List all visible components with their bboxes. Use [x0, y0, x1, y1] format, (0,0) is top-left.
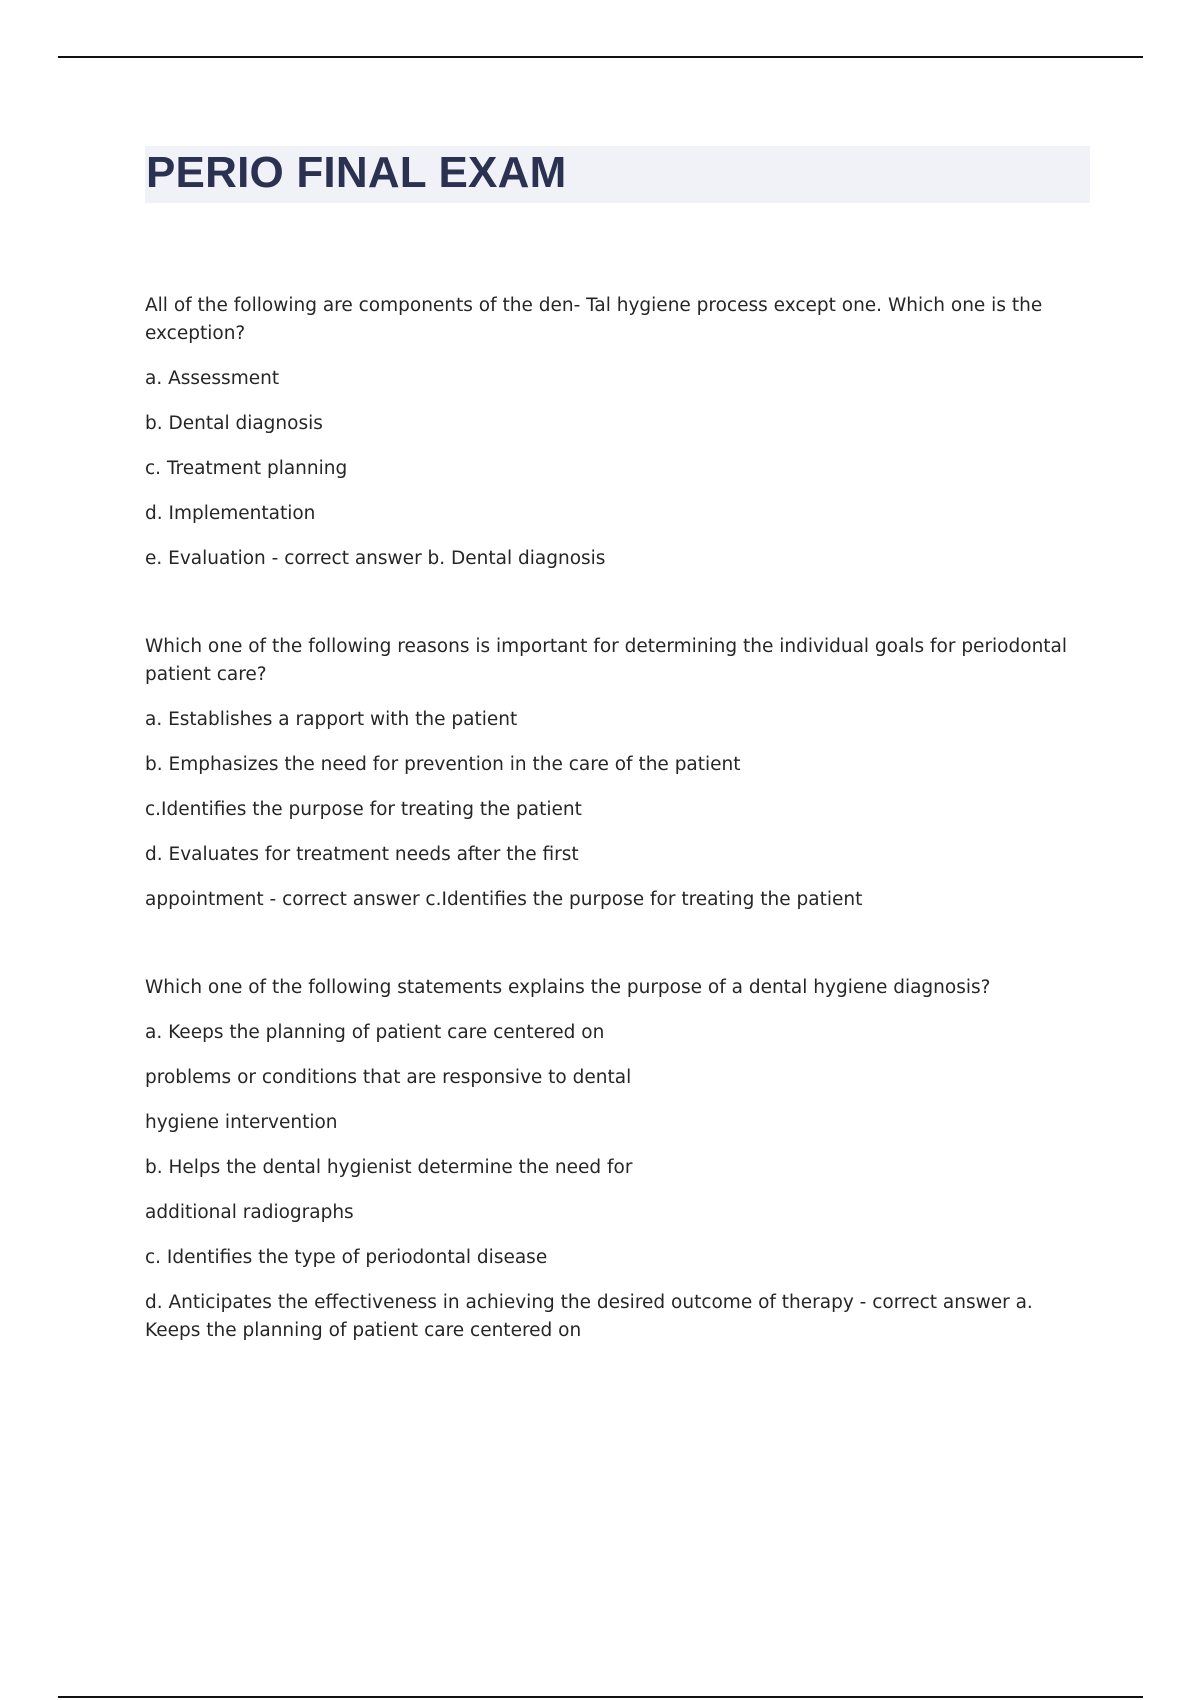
- answer-line: a. Keeps the planning of patient care centered on: [145, 1022, 605, 1043]
- question-text: Which one of the following statements explains the purpose of a dental hygiene diagnosis?: [145, 977, 991, 998]
- question-block: [145, 292, 1070, 573]
- top-rule: [58, 56, 1143, 58]
- answer-line: a. Establishes a rapport with the patient: [145, 709, 518, 730]
- answer-line: b. Helps the dental hygienist determine the need for: [145, 1157, 633, 1178]
- answer-line: appointment - correct answer c.Identifies the purpose for treating the patient: [145, 889, 863, 910]
- answer-line: d. Anticipates the effectiveness in achieving the desired outcome of therapy - correct answer a. Keeps the planning of patient care centered on: [145, 1292, 1033, 1341]
- exam-content: [145, 292, 1070, 1345]
- answer-line: e. Evaluation - correct answer b. Dental diagnosis: [145, 548, 606, 569]
- question-block: [145, 633, 1070, 914]
- answer-line: d. Evaluates for treatment needs after the first: [145, 844, 579, 865]
- answer-line: problems or conditions that are responsive to dental: [145, 1067, 632, 1088]
- bottom-rule: [58, 1696, 1143, 1698]
- answer-line: a. Assessment: [145, 368, 280, 389]
- question-text: Which one of the following reasons is important for determining the individual goals for periodontal patient care?: [145, 636, 1068, 685]
- answer-line: c. Identifies the type of periodontal disease: [145, 1247, 548, 1268]
- answer-line: additional radiographs: [145, 1202, 354, 1223]
- question-text: All of the following are components of the den- Tal hygiene process except one. Which one is the exception?: [145, 295, 1043, 344]
- question-block: [145, 974, 1070, 1345]
- answer-line: b. Emphasizes the need for prevention in the care of the patient: [145, 754, 741, 775]
- page-title: PERIO FINAL EXAM: [146, 148, 567, 197]
- answer-line: d. Implementation: [145, 503, 316, 524]
- answer-line: hygiene intervention: [145, 1112, 338, 1133]
- answer-line: b. Dental diagnosis: [145, 413, 323, 434]
- answer-line: c. Treatment planning: [145, 458, 348, 479]
- answer-line: c.Identifies the purpose for treating the patient: [145, 799, 582, 820]
